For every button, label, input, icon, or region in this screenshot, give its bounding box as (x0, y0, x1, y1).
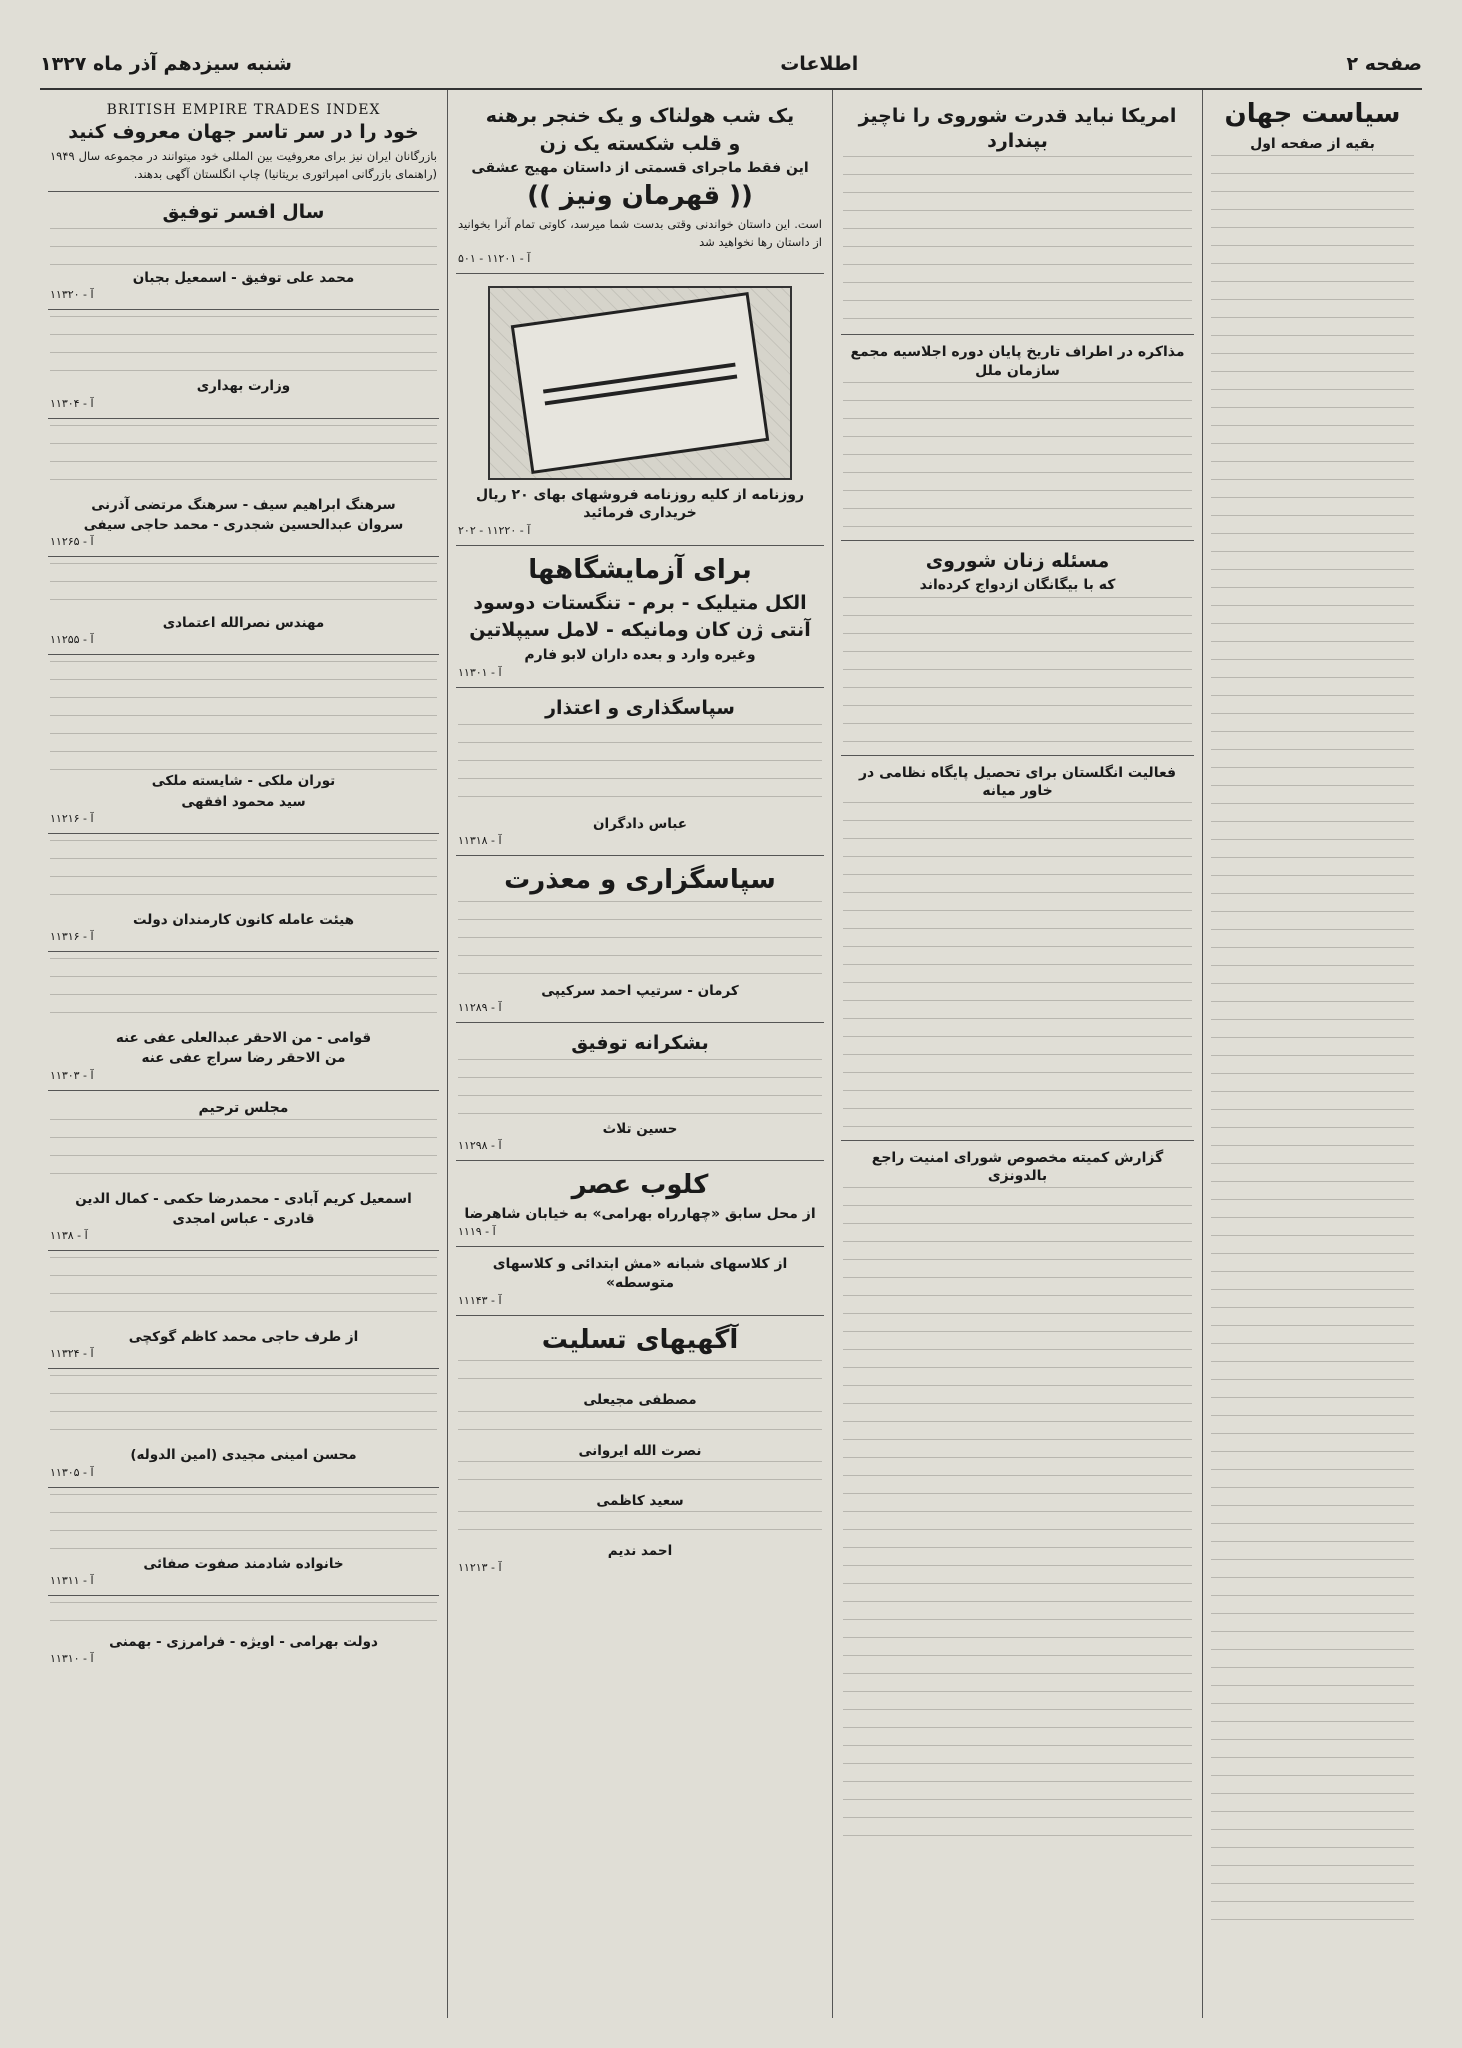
ad-thanks-1-signature: عباس دادگران (592, 815, 687, 832)
article-soviet-women-headline: مسئله زنان شوروی (925, 549, 1110, 572)
ad-condolences (456, 1316, 824, 1583)
ad-condolences-signature-1: مصطفی مجیعلی (583, 1392, 697, 1409)
ad-condolences-body-2 (458, 1411, 822, 1441)
ad-thanks-3-signature: حسین تلاث (602, 1120, 678, 1137)
stamp-caption: روزنامه از کلیه روزنامه فروشهای بهای ۲۰ ریال خریداری فرمائید (475, 486, 805, 521)
ad-condolences-code: آ - ۱۱۲۱۳ (458, 1561, 502, 1575)
notice-amini-signature: محسن امینی مجیدی (امین الدوله) (130, 1447, 357, 1464)
masthead (40, 40, 1422, 90)
ad-condolences-body-1 (458, 1360, 822, 1390)
notice-memorial-signature-2: قادری - عباس امجدی (172, 1210, 315, 1227)
ad-laboratories-line-2: آنتی ژن کان ومانیکه - لامل سیپلاتین (469, 619, 811, 642)
notice-ghavami-body (50, 958, 437, 1028)
notice-safaei-signature: خانواده شادمند صفوت صفائی (143, 1555, 344, 1572)
ad-condolences-signature-4: احمد ندیم (607, 1543, 673, 1560)
ad-thanks-3-code: آ - ۱۱۲۹۸ (458, 1138, 502, 1152)
ad-club-asr (456, 1161, 824, 1248)
notice-health-ministry-signature: وزارت بهداری (196, 378, 291, 395)
column-news (832, 90, 1202, 2018)
article-us-soviet-body (843, 156, 1192, 326)
notice-anniversary-signature: محمد علی توفیق - اسمعیل بجبان (132, 270, 355, 286)
ad-laboratories-title: برای آزمایشگاهها (528, 555, 752, 586)
article-un-assembly (841, 335, 1194, 540)
ad-thanks-2-body (458, 901, 822, 981)
notice-bahrami-code: آ - ۱۱۳۱۰ (50, 1652, 94, 1666)
ad-british-empire-index (48, 96, 439, 192)
ad-laboratories-code: آ - ۱۱۳۰۱ (458, 666, 502, 680)
ad-thanks-2-code: آ - ۱۱۲۸۹ (458, 1000, 502, 1014)
notice-memorial (48, 1091, 439, 1252)
ad-venice-hero-headline-3: این فقط ماجرای قسمتی از داستان مهیج عشقی (471, 160, 809, 177)
notice-maleki-signature-1: توران ملکی - شایسته ملکی (151, 773, 336, 790)
notice-amini (48, 1369, 439, 1487)
notice-etemadi-body (50, 563, 437, 613)
notice-anniversary-code: آ - ۱۱۳۲۰ (50, 288, 94, 302)
notice-employees-club (48, 834, 439, 952)
ad-thanks-3-body (458, 1059, 822, 1119)
article-soviet-women-body (843, 597, 1192, 747)
notice-officers-code: آ - ۱۱۲۶۵ (50, 535, 94, 548)
ad-night-school-line: از کلاسهای شبانه «مش ابتدائی و کلاسهای متوسطه» (492, 1256, 788, 1291)
ad-condolences-signature-2: نصرت الله ایروانی (578, 1442, 702, 1459)
notice-employees-club-signature: هیئت عامله کانون کارمندان دولت (133, 911, 354, 928)
notice-gokchi-body (50, 1257, 437, 1327)
article-un-assembly-body (843, 382, 1192, 532)
world-politics-title: سیاست جهان (1224, 99, 1401, 129)
ad-venice-hero-title: (( قهرمان ونیز )) (527, 180, 753, 211)
article-indonesia-report-body (843, 1187, 1192, 1847)
ad-venice-hero-code: آ - ۱۱۲۰۱ - ۵۰۱ (458, 251, 531, 265)
notice-ghavami-code: آ - ۱۱۳۰۳ (50, 1068, 94, 1082)
ad-venice-hero (456, 96, 824, 274)
ad-condolences-body-3 (458, 1461, 822, 1491)
article-britain-mideast-headline: فعالیت انگلستان برای تحصیل پایگاه نظامی در خاور میانه (858, 764, 1177, 799)
ad-thanks-1-code: آ - ۱۱۳۱۸ (458, 834, 502, 848)
notice-anniversary-body (50, 228, 437, 268)
notice-amini-code: آ - ۱۱۳۰۵ (50, 1465, 94, 1479)
ad-thanks-3 (456, 1023, 824, 1161)
ad-venice-hero-headline-1: یک شب هولناک و یک خنجر برهنه (485, 105, 795, 127)
article-britain-mideast (841, 756, 1194, 1141)
column-ads-middle (447, 90, 832, 2018)
ad-thanks-1-body (458, 724, 822, 814)
notice-anniversary (48, 192, 439, 310)
page-number: صفحه ۲ (1346, 53, 1422, 75)
article-indonesia-report (841, 1141, 1194, 1855)
article-us-soviet (841, 96, 1194, 335)
ad-club-asr-line: از محل سابق «چهارراه بهرامی» به خیابان شاهرضا (464, 1206, 816, 1223)
ad-british-empire-index-body: بازرگانان ایران نیز برای معروفیت بین المللی خود میتوانند در مجموعه سال ۱۹۴۹ (راهنمای بازرگانی امپراتوری بریتانیا) چاپ انگلستان آگهی بدهند. (50, 148, 437, 181)
issue-date: شنبه سیزدهم آذر ماه ۱۳۲۷ (40, 53, 292, 75)
notice-health-ministry-body (50, 316, 437, 376)
notice-maleki-signature-2: سید محمود افقهی (181, 793, 306, 810)
columns (40, 90, 1422, 2018)
world-politics-subtitle: بقیه از صفحه اول (1250, 135, 1375, 152)
notice-anniversary-title: سال افسر توفیق (162, 201, 325, 224)
notice-officers-signature-1: سرهنگ ابراهیم سیف - سرهنگ مرتضی آذرنی (91, 496, 396, 513)
notice-employees-club-code: آ - ۱۱۳۱۶ (50, 930, 94, 943)
ad-stamp-illustration (456, 274, 824, 546)
notice-officers-body (50, 425, 437, 495)
ad-venice-hero-headline-2: و قلب شکسته یک زن (539, 132, 741, 155)
notice-safaei-body (50, 1494, 437, 1554)
notice-officers-signature-2: سروان عبدالحسین شجدری - محمد حاجی سیفی (83, 516, 404, 533)
world-politics-body (1211, 155, 1414, 1935)
notice-maleki-code: آ - ۱۱۲۱۶ (50, 811, 94, 825)
article-britain-mideast-body (843, 802, 1192, 1132)
notice-gokchi (48, 1251, 439, 1369)
notice-amini-body (50, 1375, 437, 1445)
ad-thanks-3-title: بشکرانه توفیق (571, 1031, 709, 1054)
notice-bahrami-body (50, 1602, 437, 1632)
notice-gokchi-code: آ - ۱۱۳۲۴ (50, 1347, 94, 1361)
ad-thanks-1 (456, 688, 824, 856)
article-un-assembly-headline: مذاکره در اطراف تاریخ پایان دوره اجلاسیه مجمع سازمان ملل (850, 344, 1185, 379)
notice-health-ministry-code: آ - ۱۱۳۰۴ (50, 396, 94, 410)
notice-gokchi-signature: از طرف حاجی محمد کاظم گوکچی (128, 1329, 359, 1346)
notice-health-ministry (48, 310, 439, 418)
notice-ghavami-signature-1: قوامی - من الاحقر عبدالعلی عفی عنه (115, 1030, 372, 1046)
notice-safaei-code: آ - ۱۱۳۱۱ (50, 1573, 94, 1587)
article-soviet-women (841, 541, 1194, 756)
notice-memorial-body (50, 1119, 437, 1189)
notice-etemadi-signature: مهندس نصرالله اعتمادی (162, 615, 325, 631)
ad-thanks-2-title: سپاسگزاری و معذرت (504, 865, 776, 896)
ad-club-asr-code: آ - ۱۱۱۹ (458, 1225, 496, 1239)
ad-laboratories-line-1: الکل متیلیک - برم - تنگستات دوسود (473, 591, 807, 614)
ad-laboratories (456, 546, 824, 688)
ad-thanks-1-title: سپاسگذاری و اعتذار (545, 697, 735, 720)
notice-memorial-title: مجلس ترحیم (198, 1099, 289, 1116)
notice-memorial-code: آ - ۱۱۳۸ (50, 1229, 88, 1243)
notice-etemadi (48, 557, 439, 655)
notice-memorial-signature-1: اسمعیل کریم آبادی - محمدرضا حکمی - کمال الدین (75, 1190, 412, 1207)
article-indonesia-report-headline: گزارش کمیته مخصوص شورای امنیت راجع بالدونزی (871, 1150, 1164, 1185)
notice-bahrami (48, 1596, 439, 1673)
ad-club-asr-title: کلوب عصر (571, 1169, 709, 1200)
ad-condolences-body-4 (458, 1511, 822, 1541)
ad-british-empire-index-en: BRITISH EMPIRE TRADES INDEX (106, 102, 381, 118)
ad-condolences-signature-3: سعید کاظمی (596, 1492, 684, 1509)
ad-venice-hero-text: است. این داستان خواندنی وقتی بدست شما میرسد، کاوتی تمام آنرا بخوانید از داستان رها نخواهید شد (458, 217, 822, 249)
ad-condolences-title: آگهیهای تسلیت (541, 1324, 739, 1355)
notice-ghavami-signature-2: من الاحقر رضا سراج عفی عنه (141, 1050, 346, 1067)
ad-laboratories-line-3: وغیره وارد و بعده داران لابو فارم (524, 646, 756, 663)
notice-officers (48, 419, 439, 558)
column-world-politics (1202, 90, 1422, 2018)
notice-ghavami (48, 952, 439, 1091)
notice-etemadi-code: آ - ۱۱۲۵۵ (50, 633, 94, 647)
column-ads-left (40, 90, 447, 2018)
notice-maleki-body (50, 661, 437, 771)
notice-bahrami-signature: دولت بهرامی - اویژه - فرامرزی - بهمنی (109, 1633, 378, 1650)
stamp-code: آ - ۱۱۲۲۰ - ۲۰۲ (458, 524, 531, 538)
article-soviet-women-subhead: که با بیگانگان ازدواج کرده‌اند (919, 577, 1116, 594)
ad-thanks-2 (456, 856, 824, 1023)
paper-name: اطلاعات (780, 53, 859, 75)
article-us-soviet-headline: امریکا نباید قدرت شوروی را ناچیز بپندارد (858, 105, 1177, 152)
ad-british-empire-index-headline: خود را در سر تاسر جهان معروف کنید (68, 121, 419, 143)
stamp-illustration (488, 286, 792, 480)
notice-safaei (48, 1488, 439, 1596)
notice-employees-club-body (50, 840, 437, 910)
ad-night-school (456, 1247, 824, 1315)
ad-thanks-2-signature: کرمان - سرتیپ احمد سرکیپی (541, 982, 739, 999)
ad-night-school-code: آ - ۱۱۱۴۳ (458, 1293, 502, 1307)
notice-maleki (48, 655, 439, 834)
